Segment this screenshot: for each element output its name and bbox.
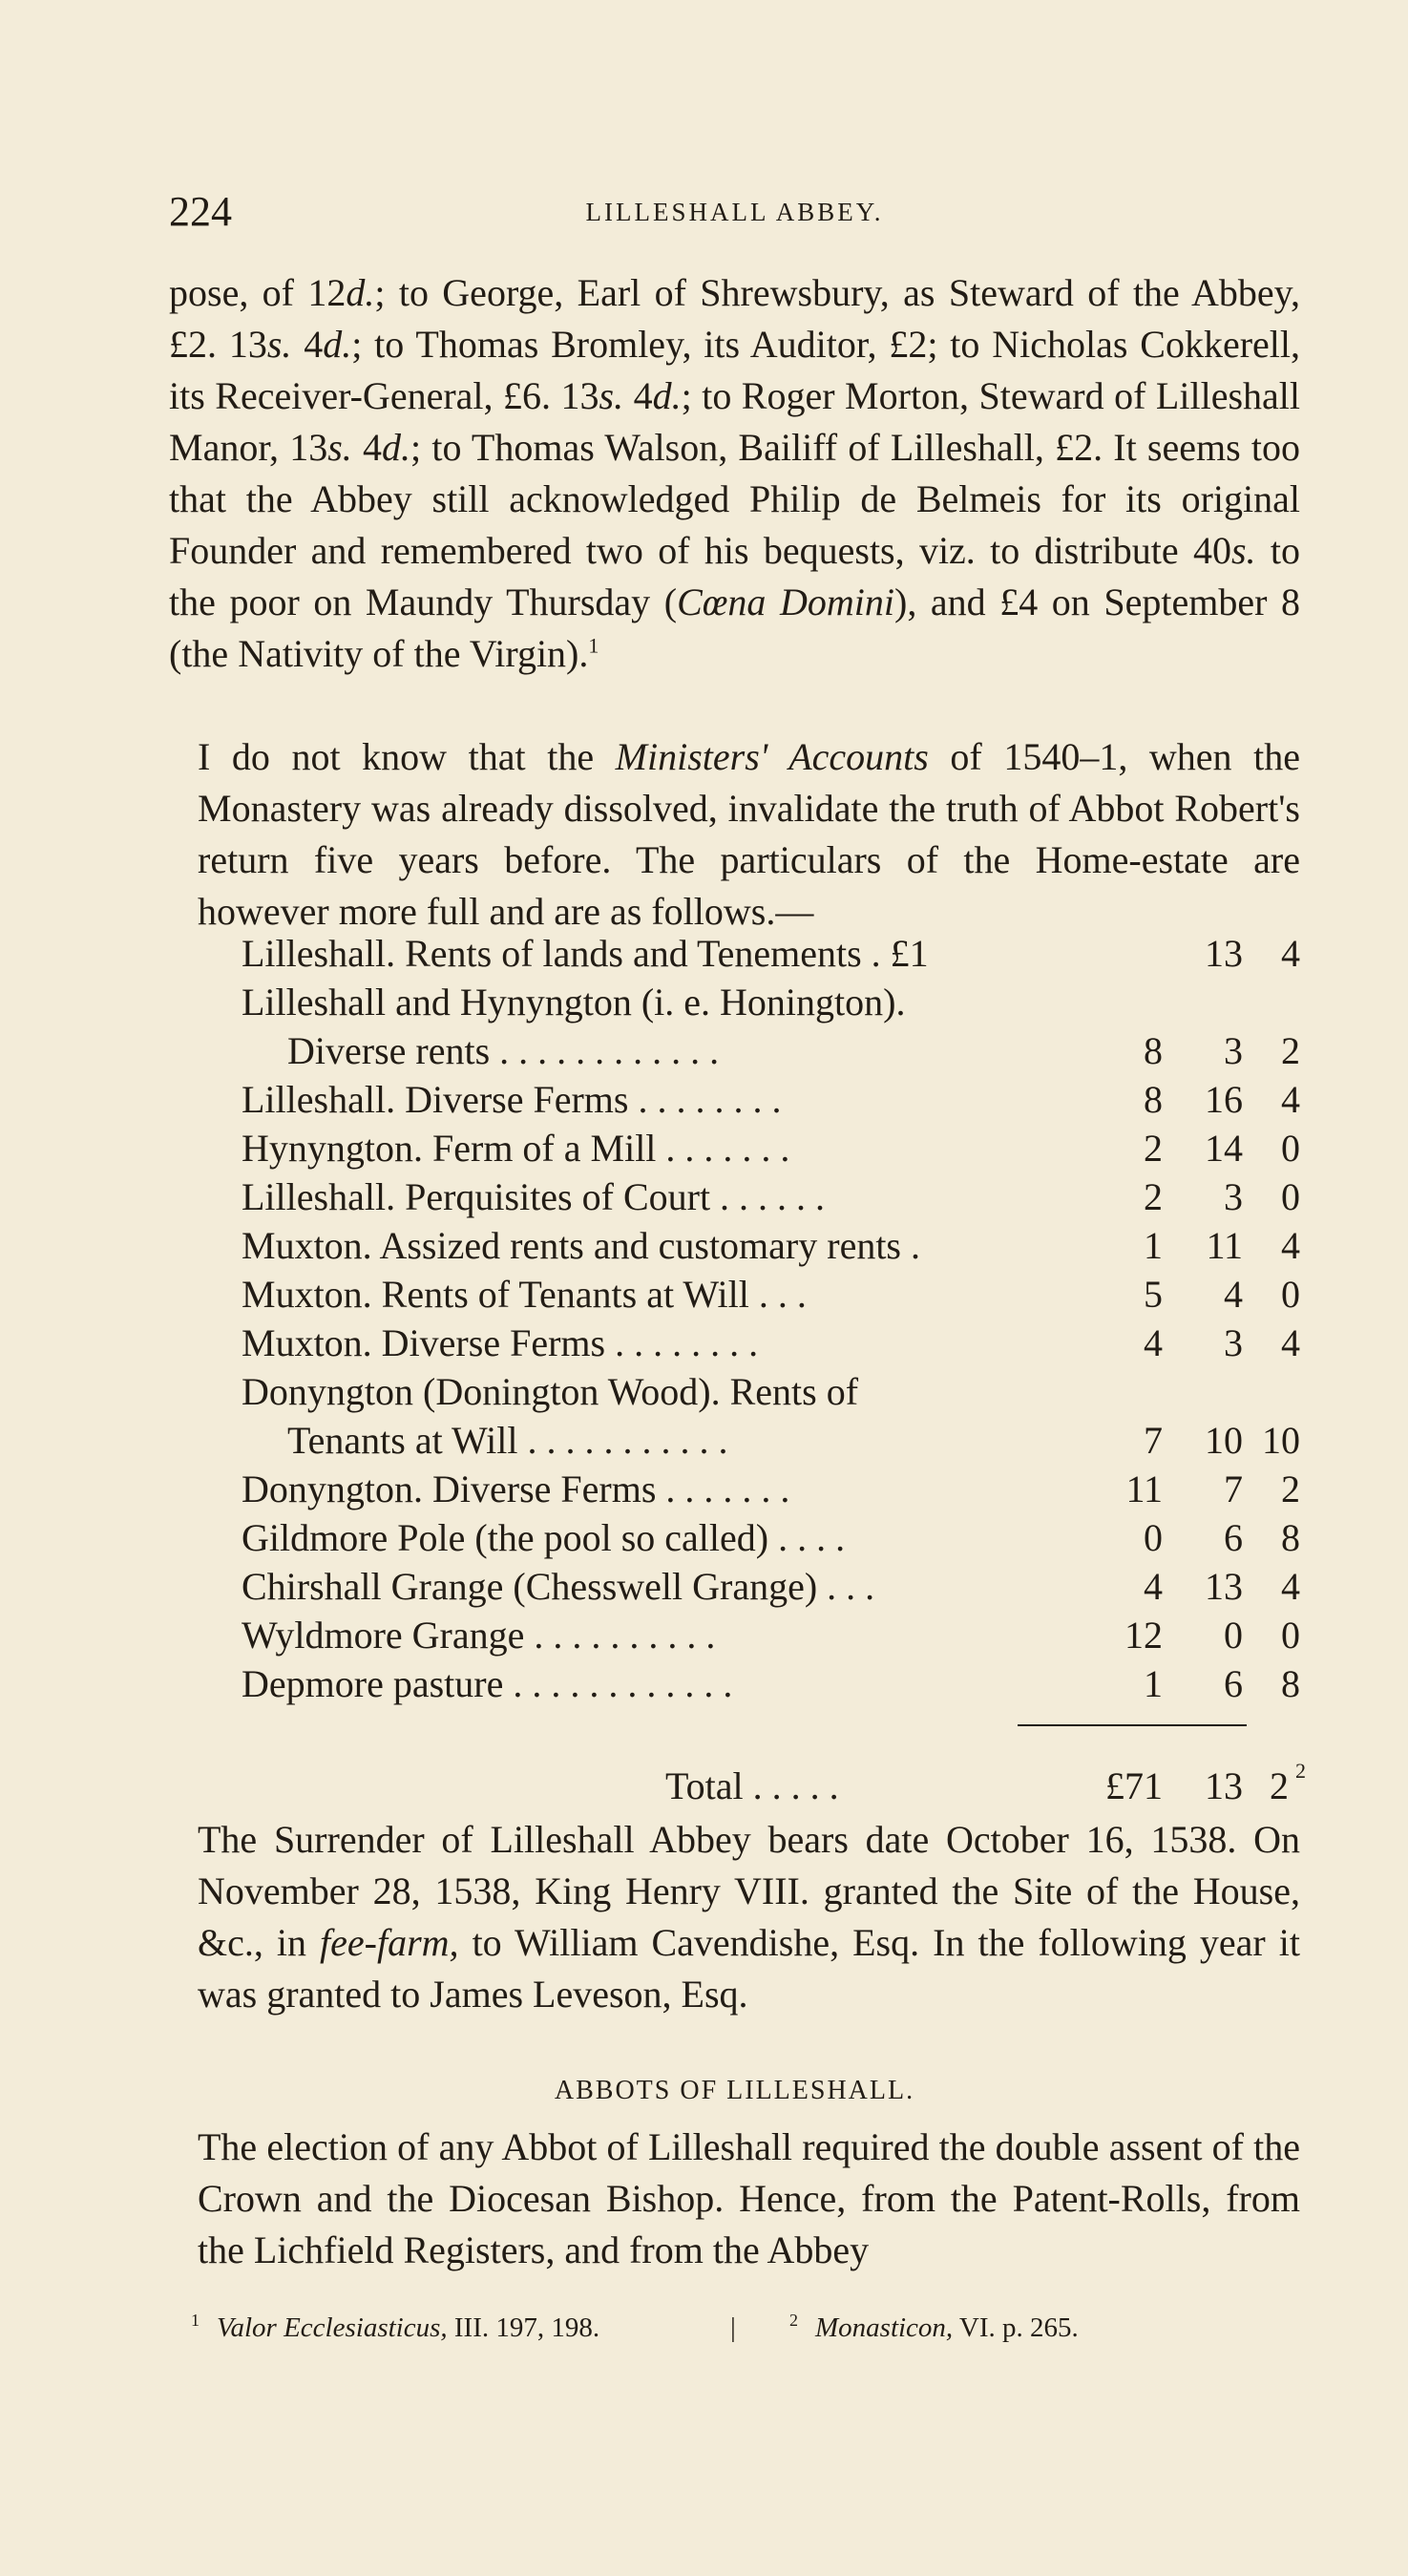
ledger-shillings: 3: [1224, 1029, 1243, 1072]
ledger-pence: 4: [1281, 1078, 1300, 1121]
total-rule: [1018, 1724, 1247, 1726]
ledger-pence: 2: [1281, 1467, 1300, 1510]
ledger-total: [169, 1759, 1306, 1810]
ledger-pence: 0: [1281, 1273, 1300, 1316]
ledger-pounds: 7: [1144, 1419, 1163, 1462]
ledger-row: [169, 1319, 1300, 1367]
ledger-row: [169, 1513, 1300, 1562]
ledger-item: Donyngton (Donington Wood). Rents of: [242, 1370, 859, 1413]
ledger-shillings: 3: [1224, 1321, 1243, 1364]
footnote-ref-1: 1: [588, 633, 599, 658]
home-estate-ledger: [169, 929, 1300, 1708]
ledger-pounds: 1: [1144, 1662, 1163, 1705]
total-pounds: £71: [1105, 1764, 1163, 1807]
running-title: LILLESHALL ABBEY.: [585, 198, 884, 226]
ledger-pounds: 1: [1144, 1224, 1163, 1267]
ledger-pence: 8: [1281, 1516, 1300, 1559]
ledger-item: Lilleshall and Hynyngton (i. e. Honington).: [242, 981, 906, 1024]
ledger-item: Wyldmore Grange . . . . . . . . . .: [242, 1614, 716, 1657]
ledger-pounds: 8: [1144, 1029, 1163, 1072]
ledger-item: Depmore pasture . . . . . . . . . . . .: [242, 1662, 733, 1705]
ledger-shillings: 10: [1205, 1419, 1243, 1462]
paragraph-steward-payments: pose, of 12d.; to George, Earl of Shrewsbury, as Steward of the Abbey, £2. 13s. 4d.; to Thomas Bromley, its Auditor, £2; to Nicholas Cokkerell, its Receiver-General, £6. 13s. 4d.; to Roger Morton, Steward of Lilleshall Manor, 13s. 4d.; to Thomas Walson, Bailiff of Lilleshall, £2. It seems too that the Abbey still acknowledged Philip de Belmeis for its original Founder and remembered two of his bequests, viz. to distribute 40s. to the poor on Maundy Thursday (Cœna Domini), and £4 on September 8 (the Nativity of the Virgin).$^1$: [169, 271, 1301, 675]
ledger-pence: 0: [1281, 1614, 1300, 1657]
ledger-shillings: 4: [1224, 1273, 1243, 1316]
ledger-row: [169, 929, 1300, 978]
ledger-row: [169, 1611, 1300, 1659]
ledger-shillings: 11: [1206, 1224, 1243, 1267]
ledger-pounds: 12: [1124, 1614, 1163, 1657]
ledger-pence: 4: [1281, 932, 1300, 975]
ledger-pence: 4: [1281, 1565, 1300, 1608]
ledger-item: Muxton. Rents of Tenants at Will . . .: [242, 1273, 807, 1316]
ledger-row: [169, 1562, 1300, 1611]
ledger-item: Donyngton. Diverse Ferms . . . . . . .: [242, 1467, 790, 1510]
ledger-row: [169, 1075, 1300, 1124]
footnote-2: $^2$ Monasticon, VI. p. 265.: [789, 2311, 1079, 2343]
ledger-item: Diverse rents . . . . . . . . . . . .: [287, 1029, 720, 1072]
ledger-shillings: 13: [1205, 932, 1243, 975]
ledger-pounds: 0: [1144, 1516, 1163, 1559]
ledger-row: [169, 1221, 1300, 1270]
paragraph-surrender: The Surrender of Lilleshall Abbey bears date October 16, 1538. On November 28, 1538, King Henry VIII. granted the Site of the House, &c., in fee-farm, to William Cavendishe, Esq. In the following year it was granted to James Leveson, Esq.: [198, 1818, 1300, 2016]
page-number: 224: [169, 188, 232, 235]
ledger-shillings: 3: [1224, 1175, 1243, 1218]
ledger-row: [169, 1416, 1300, 1465]
ledger-item: Lilleshall. Perquisites of Court . . . . . .: [242, 1175, 826, 1218]
paragraph-ministers-accounts: I do not know that the Ministers' Accounts of 1540–1, when the Monastery was already dissolved, invalidate the truth of Abbot Robert's return five years before. The particulars of the Home-estate are however more full and are as follows.—: [198, 735, 1300, 933]
ledger-row: [169, 1465, 1300, 1513]
ledger-item: Chirshall Grange (Chesswell Grange) . . .: [242, 1565, 875, 1608]
ledger-pounds: 2: [1144, 1127, 1163, 1170]
ledger-item: Muxton. Assized rents and customary rents .: [242, 1224, 920, 1267]
ledger-pence: 8: [1281, 1662, 1300, 1705]
ledger-pounds: 5: [1144, 1273, 1163, 1316]
ledger-shillings: 7: [1224, 1467, 1243, 1510]
ledger-pence: 0: [1281, 1175, 1300, 1218]
ledger-row: [169, 1026, 1300, 1075]
footnote-separator: |: [730, 2312, 736, 2343]
ledger-row: [169, 1270, 1300, 1319]
ledger-pence: 2: [1281, 1029, 1300, 1072]
ledger-pounds: 11: [1125, 1467, 1163, 1510]
ledger-pounds: 2: [1144, 1175, 1163, 1218]
ledger-pence: 4: [1281, 1224, 1300, 1267]
ledger-pence: 10: [1262, 1419, 1300, 1462]
ledger-pounds: 4: [1144, 1321, 1163, 1364]
ledger-pence: 0: [1281, 1127, 1300, 1170]
footnote-1: $^1$ Valor Ecclesiasticus, III. 197, 198.: [191, 2311, 600, 2343]
ledger-shillings: 6: [1224, 1516, 1243, 1559]
total-shillings: 13: [1205, 1764, 1243, 1807]
ledger-pounds: 8: [1144, 1078, 1163, 1121]
ledger-row: [169, 978, 1300, 1026]
total-pence: 2: [1270, 1764, 1289, 1807]
footnote-ref-2: 2: [1295, 1759, 1306, 1783]
ledger-item: Tenants at Will . . . . . . . . . . .: [287, 1419, 728, 1462]
ledger-row: [169, 1659, 1300, 1708]
ledger-shillings: 0: [1224, 1614, 1243, 1657]
ledger-item: Lilleshall. Rents of lands and Tenements . £1: [242, 932, 929, 975]
section-heading: ABBOTS OF LILLESHALL.: [554, 2076, 915, 2105]
ledger-shillings: 6: [1224, 1662, 1243, 1705]
ledger-pounds: 4: [1144, 1565, 1163, 1608]
paragraph-abbot-election: The election of any Abbot of Lilleshall required the double assent of the Crown and the Diocesan Bishop. Hence, from the Patent-Rolls, from the Lichfield Registers, and from the Abbey: [198, 2125, 1300, 2271]
ledger-item: Lilleshall. Diverse Ferms . . . . . . . .: [242, 1078, 782, 1121]
ledger-row: [169, 1124, 1300, 1172]
ledger-row: [169, 1367, 1300, 1416]
ledger-shillings: 16: [1205, 1078, 1243, 1121]
ledger-shillings: 13: [1205, 1565, 1243, 1608]
ledger-item: Gildmore Pole (the pool so called) . . . .: [242, 1516, 846, 1559]
ledger-item: Hynyngton. Ferm of a Mill . . . . . . .: [242, 1127, 790, 1170]
running-head: [169, 183, 1300, 241]
ledger-row: [169, 1172, 1300, 1221]
total-label: Total . . . . .: [665, 1764, 839, 1807]
ledger-pence: 4: [1281, 1321, 1300, 1364]
footnotes: [191, 2309, 1289, 2347]
ledger-item: Muxton. Diverse Ferms . . . . . . . .: [242, 1321, 759, 1364]
ledger-shillings: 14: [1205, 1127, 1243, 1170]
